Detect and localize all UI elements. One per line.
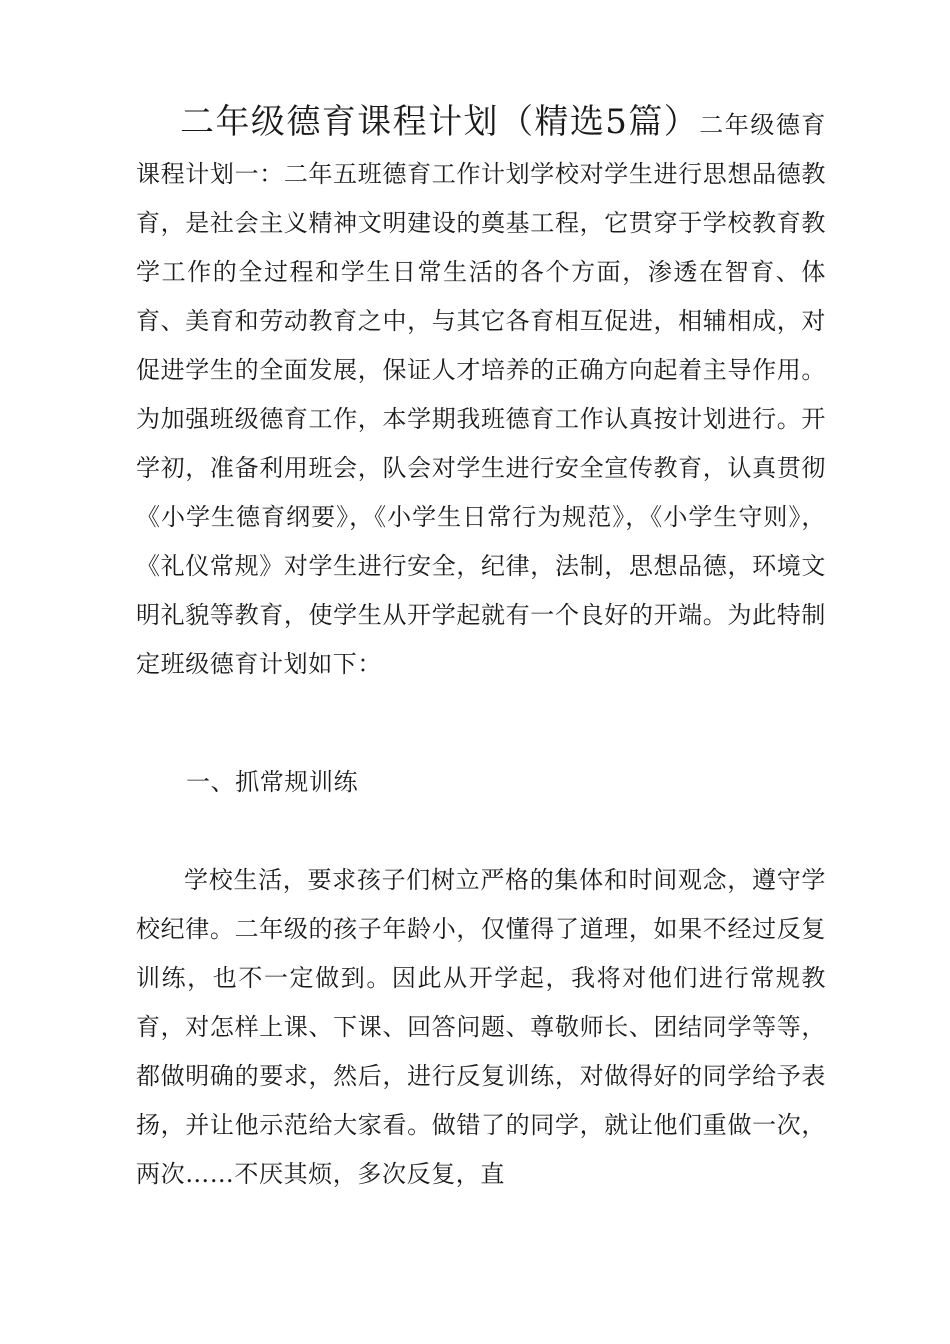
intro-text: 二年级德育课程计划一：二年五班德育工作计划学校对学生进行思想品德教育，是社会主义精神文明建设的奠基工程，它贯穿于学校教育教学工作的全过程和学生日常生活的各个方面，渗透在智育、体育、美育和劳动教育之中，与其它各育相互促进，相辅相成，对促进学生的全面发展，保证人才培养的正确方向起着主导作用。为加强班级德育工作，本学期我班德育工作认真按计划进行。开学初，准备利用班会，队会对学生进行安全宣传教育，认真贯彻《小学生德育纲要》，《小学生日常行为规范》，《小学生守则》，《礼仪常规》对学生进行安全，纪律，法制，思想品德，环境文明礼貌等教育，使学生从开学起就有一个良好的开端。为此特制定班级德育计划如下： — [136, 111, 826, 678]
section-body-paragraph: 学校生活，要求孩子们树立严格的集体和时间观念，遵守学校纪律。二年级的孩子年龄小，仅懂得了道理，如果不经过反复训练，也不一定做到。因此从开学起，我将对他们进行常规教育，对怎样上课、下课、回答问题、尊敬师长、团结同学等等，都做明确的要求，然后，进行反复训练，对做得好的同学给予表扬，并让他示范给大家看。做错了的同学，就让他们重做一次，两次……不厌其烦，多次反复，直 — [136, 866, 826, 1188]
document-title: 二年级德育课程计划（精选5篇） — [180, 102, 700, 142]
intro-paragraph — [136, 98, 826, 689]
section-heading: 一、抓常规训练 — [186, 768, 359, 796]
